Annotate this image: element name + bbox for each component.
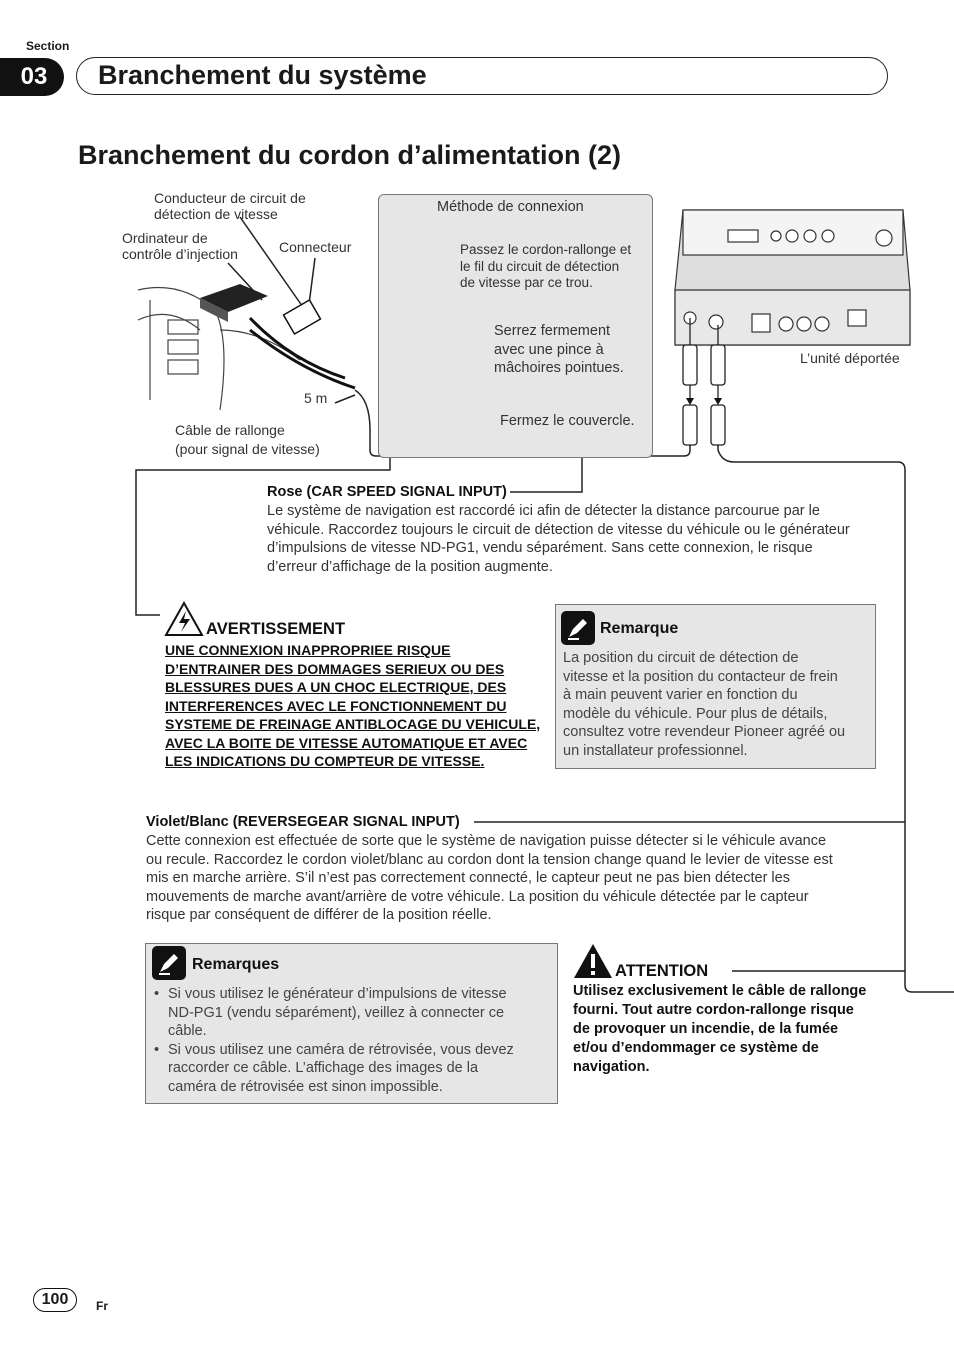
label-extension-cable: Câble de rallonge (pour signal de vitesse) <box>175 422 320 457</box>
label-remote-unit: L’unité déportée <box>800 350 900 366</box>
note-icon <box>561 611 595 645</box>
remote-unit-illustration <box>675 210 910 345</box>
connector-shape <box>284 300 321 334</box>
attention-text: Utilisez exclusivement le câble de rallonge fourni. Tout autre cordon-rallonge risque de provoquer un incendie, de la fumée et/ou d’endommager ce système de navigation. <box>573 983 867 1075</box>
violet-heading: Violet/Blanc (REVERSEGEAR SIGNAL INPUT) <box>146 814 460 830</box>
note-icon <box>152 946 186 980</box>
method-step-1: Passez le cordon-rallonge et le fil du circuit de détection de vitesse par ce trou. <box>460 242 632 290</box>
rose-paragraph: Le système de navigation est raccordé ici afin de détecter la distance parcourue par le véhicule. Raccordez toujours le circuit de détection de vitesse du véhicule ou le générateur d’impulsions de vitesse ND-PG1, vendu séparément. Sans cette connexion, le risque d’erreur d’affichage de la position augmente. <box>267 503 850 575</box>
exclamation-warning-icon <box>573 943 613 979</box>
section-number-badge: 03 <box>0 58 64 96</box>
label-conductor: Conducteur de circuit de détection de vitesse <box>154 190 306 222</box>
attention-title: ATTENTION <box>615 962 709 980</box>
method-step-2: Serrez fermement avec une pince à mâchoires pointues. <box>494 323 624 376</box>
injection-computer <box>200 284 268 322</box>
label-injection-computer: Ordinateur de contrôle d’injection <box>122 230 238 262</box>
section-title: Branchement du système <box>98 60 427 90</box>
warning-title: AVERTISSEMENT <box>206 620 346 638</box>
warning-text: UNE CONNEXION INAPPROPRIEE RISQUE D’ENTRAINER DES DOMMAGES SERIEUX OU DES BLESSURES DUES A UN CHOC ELECTRIQUE, DES INTERFERENCES AVEC LE FONCTIONNEMENT DU SYSTEME DE FREINAGE ANTIBLOCAGE DU VEHICULE, AVEC LA BOITE DE VITESSE AUTOMATIQUE ET AVEC LES INDICATIONS DU COMPTEUR DE VITESSE. <box>165 642 541 769</box>
remark-text: La position du circuit de détection de vitesse et la position du contacteur de frein à main peuvent varier en fonction du modèle du véhicule. Pour plus de détails, consultez votre revendeur Pioneer agréé ou un installateur professionnel. <box>563 650 846 759</box>
remark-title: Remarque <box>600 620 679 637</box>
list-item: • Si vous utilisez le générateur d’impulsions de vitesse ND-PG1 (vendu séparément), veillez à connecter ce câble. <box>154 985 549 1041</box>
page-title: Branchement du cordon d’alimentation (2) <box>78 140 622 170</box>
remarks-list <box>154 985 549 1096</box>
list-item: • Si vous utilisez une caméra de rétrovisée, vous devez raccorder ce câble. L’affichage des images de la caméra de rétrovisée est sinon impossible. <box>154 1041 549 1097</box>
rose-heading: Rose (CAR SPEED SIGNAL INPUT) <box>267 484 507 500</box>
label-connector: Connecteur <box>279 239 352 255</box>
page-number: 100 <box>33 1288 77 1312</box>
electric-warning-icon <box>164 601 204 637</box>
violet-paragraph: Cette connexion est effectuée de sorte que le système de navigation puisse détecter si le véhicule avance ou recule. Raccordez le cordon violet/blanc au cordon dont la tension change quand le levier de vitesse est mis en marche arrière. S’il n’est pas correctement connecté, le capteur peut ne pas bien détecter les mouvements de marche avant/arrière de votre véhicule. La position du véhicule détectée par le capteur risque par conséquent de différer de la position réelle. <box>146 833 833 923</box>
method-title: Méthode de connexion <box>437 199 584 215</box>
section-label: Section <box>26 39 70 53</box>
language-code: Fr <box>96 1299 108 1313</box>
label-length: 5 m <box>304 390 328 406</box>
method-step-3: Fermez le couvercle. <box>500 413 635 429</box>
remarks-title: Remarques <box>192 956 280 973</box>
